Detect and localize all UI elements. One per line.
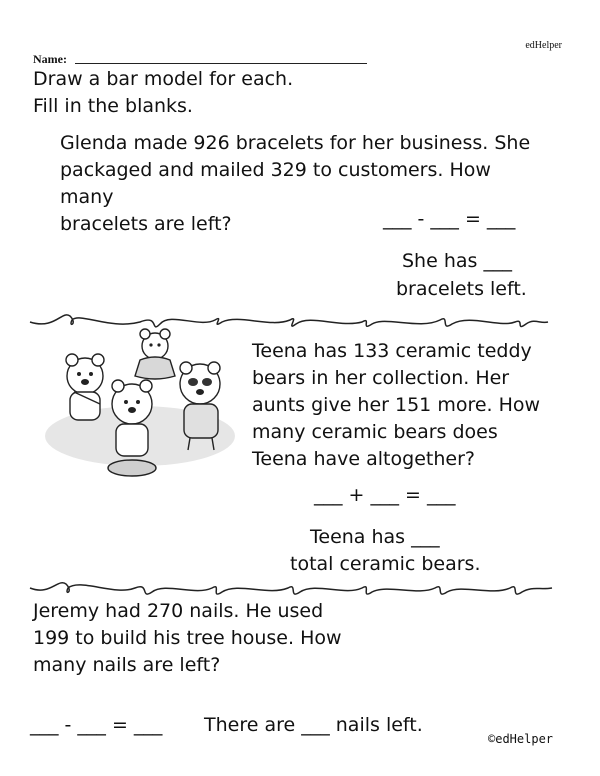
problem-line: packaged and mailed 329 to customers. How many: [60, 159, 491, 208]
problem-line: Jeremy had 270 nails. He used: [33, 600, 324, 622]
problem-3-answer: There are ___ nails left.: [204, 714, 423, 736]
problem-line: Glenda made 926 bracelets for her business. She: [60, 132, 531, 154]
problem-2-equation[interactable]: ___ + ___ = ___: [314, 484, 456, 506]
copyright: ©edHelper: [488, 732, 554, 746]
problem-2-text: [252, 338, 552, 473]
instruction-line: Draw a bar model for each.: [33, 68, 294, 90]
instruction-line: Fill in the blanks.: [33, 95, 193, 117]
problem-3-text: [33, 598, 343, 679]
problem-line: many nails are left?: [33, 654, 221, 676]
name-label: Name:: [33, 52, 67, 66]
problem-2-answer-line: Teena has ___: [310, 526, 440, 548]
problem-line: bears in her collection. Her: [252, 367, 510, 389]
problem-3-equation[interactable]: ___ - ___ = ___: [30, 714, 163, 736]
brand-label: edHelper: [525, 40, 562, 51]
problem-line: Teena has 133 ceramic teddy: [252, 340, 532, 362]
problem-2-answer-line: total ceramic bears.: [290, 553, 481, 575]
problem-line: many ceramic bears does: [252, 421, 498, 443]
problem-line: 199 to build his tree house. How: [33, 627, 342, 649]
instructions: [33, 66, 293, 120]
teddy-bears-illustration: [40, 326, 245, 486]
name-line[interactable]: [75, 63, 367, 64]
problem-1-answer-line: bracelets left.: [396, 278, 527, 300]
problem-line: Teena have altogether?: [252, 448, 475, 470]
problem-line: aunts give her 151 more. How: [252, 394, 541, 416]
problem-line: bracelets are left?: [60, 213, 232, 235]
problem-1-equation[interactable]: ___ - ___ = ___: [383, 208, 516, 230]
problem-1-answer-line: She has ___: [402, 250, 512, 272]
